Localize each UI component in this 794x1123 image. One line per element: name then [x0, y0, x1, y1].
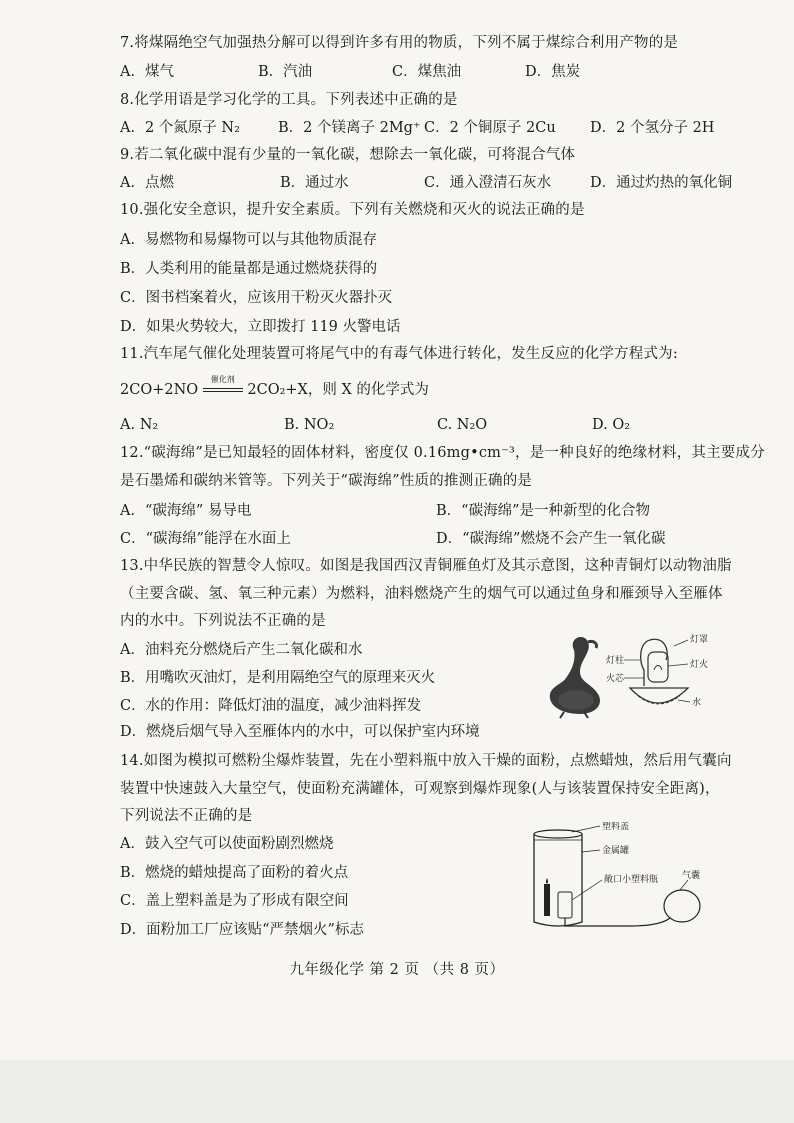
- q12-option-d: D．“碳海绵”燃烧不会产生一氧化碳: [436, 531, 666, 547]
- q8-option-b: B．2 个镁离子 2Mg⁺: [278, 120, 421, 136]
- apparatus-label-bulb: 气囊: [682, 871, 701, 881]
- lamp-label-wick: 火芯: [606, 674, 625, 684]
- q10-option-c: C．图书档案着火，应该用干粉灭火器扑灭: [120, 290, 393, 306]
- q11-option-b: B. NO₂: [284, 417, 335, 433]
- q11-equation: [120, 375, 429, 400]
- q11-catalyst-label: 催化剂: [210, 375, 235, 384]
- q9-option-b: B．通过水: [280, 175, 349, 191]
- q14-stem-line3: 下列说法不正确的是: [120, 808, 253, 824]
- q13-stem-line1: 13.中华民族的智慧令人惊叹。如图是我国西汉青铜雁鱼灯及其示意图，这种青铜灯以动物油脂: [120, 558, 732, 574]
- q10-option-a: A．易燃物和易爆物可以与其他物质混存: [120, 232, 377, 248]
- scan-margin: [0, 1060, 794, 1123]
- apparatus-label-bottle: 敞口小塑料瓶: [604, 875, 659, 885]
- q9-option-a: A．点燃: [120, 175, 174, 191]
- q11-equation-right: 2CO₂+X，则 X 的化学式为: [247, 382, 429, 398]
- q10-option-d: D．如果火势较大，立即拨打 119 火警电话: [120, 319, 401, 335]
- q8-option-d: D．2 个氢分子 2H: [590, 120, 715, 136]
- lamp-label-water: 水: [692, 698, 702, 708]
- q12-stem-line1: 12.“碳海绵”是已知最轻的固体材料，密度仅 0.16mg•cm⁻³，是一种良好的绝缘材料，其主要成分: [120, 445, 765, 461]
- q13-option-c: C．水的作用：降低灯油的温度，减少油料挥发: [120, 698, 422, 714]
- q14-stem-line2: 装置中快速鼓入大量空气，使面粉充满罐体，可观察到爆炸现象(人与该装置保持安全距离)，: [120, 781, 720, 797]
- apparatus-label-lid: 塑料盖: [602, 822, 630, 832]
- page-footer: 九年级化学 第 2 页 （共 8 页）: [289, 962, 505, 978]
- lamp-label-flame: 灯火: [690, 660, 709, 670]
- q12-option-c: C．“碳海绵”能浮在水面上: [120, 531, 291, 547]
- q14-option-d: D．面粉加工厂应该贴“严禁烟火”标志: [120, 922, 364, 938]
- q7-stem: 7.将煤隔绝空气加强热分解可以得到许多有用的物质，下列不属于煤综合利用产物的是: [120, 35, 679, 51]
- q8-option-c: C．2 个铜原子 2Cu: [424, 120, 556, 136]
- q11-option-d: D. O₂: [592, 417, 631, 433]
- q13-stem-line2: （主要含碳、氢、氧三种元素）为燃料，油料燃烧产生的烟气可以通过鱼身和雁颈导入至雁体: [120, 586, 723, 602]
- q13-option-b: B．用嘴吹灭油灯，是利用隔绝空气的原理来灭火: [120, 670, 436, 686]
- q14-option-c: C．盖上塑料盖是为了形成有限空间: [120, 893, 349, 909]
- q14-option-a: A．鼓入空气可以使面粉剧烈燃烧: [120, 836, 334, 852]
- lamp-label-shade: 灯罩: [690, 635, 709, 645]
- q12-stem-line2: 是石墨烯和碳纳米管等。下列关于“碳海绵”性质的推测正确的是: [120, 473, 533, 489]
- dust-explosion-apparatus-figure: [520, 822, 720, 942]
- q9-option-d: D．通过灼热的氧化铜: [590, 175, 733, 191]
- q14-stem-line1: 14.如图为模拟可燃粉尘爆炸装置，先在小塑料瓶中放入干燥的面粉，点燃蜡烛，然后用气囊向: [120, 753, 732, 769]
- q11-equation-left: 2CO+2NO: [120, 382, 199, 398]
- q7-option-c: C．煤焦油: [392, 64, 462, 80]
- q11-option-a: A. N₂: [120, 417, 159, 433]
- q7-option-b: B．汽油: [258, 64, 313, 80]
- q10-stem: 10.强化安全意识，提升安全素质。下列有关燃烧和灭火的说法正确的是: [120, 202, 585, 218]
- q11-reaction-arrow: [203, 375, 243, 392]
- q7-option-a: A．煤气: [120, 64, 174, 80]
- goose-fish-lamp-figure: [540, 630, 730, 720]
- q14-option-b: B．燃烧的蜡烛提高了面粉的着火点: [120, 865, 349, 881]
- apparatus-label-can: 金属罐: [602, 846, 630, 856]
- q7-option-d: D．焦炭: [525, 64, 581, 80]
- q12-option-a: A．“碳海绵” 易导电: [120, 503, 252, 519]
- q8-option-a: A．2 个氮原子 N₂: [120, 120, 240, 136]
- lamp-label-pillar: 灯柱: [606, 656, 625, 666]
- q9-stem: 9.若二氧化碳中混有少量的一氧化碳，想除去一氧化碳，可将混合气体: [120, 147, 576, 163]
- q13-option-d: D．燃烧后烟气导入至雁体内的水中，可以保护室内环境: [120, 724, 480, 740]
- q13-stem-line3: 内的水中。下列说法不正确的是: [120, 613, 326, 629]
- q8-stem: 8.化学用语是学习化学的工具。下列表述中正确的是: [120, 92, 458, 108]
- q11-stem: 11.汽车尾气催化处理装置可将尾气中的有毒气体进行转化，发生反应的化学方程式为:: [120, 346, 678, 362]
- q9-option-c: C．通入澄清石灰水: [424, 175, 552, 191]
- q13-option-a: A．油料充分燃烧后产生二氧化碳和水: [120, 642, 363, 658]
- q12-option-b: B．“碳海绵”是一种新型的化合物: [436, 503, 650, 519]
- q11-option-c: C. N₂O: [437, 417, 488, 433]
- q10-option-b: B．人类利用的能量都是通过燃烧获得的: [120, 261, 378, 277]
